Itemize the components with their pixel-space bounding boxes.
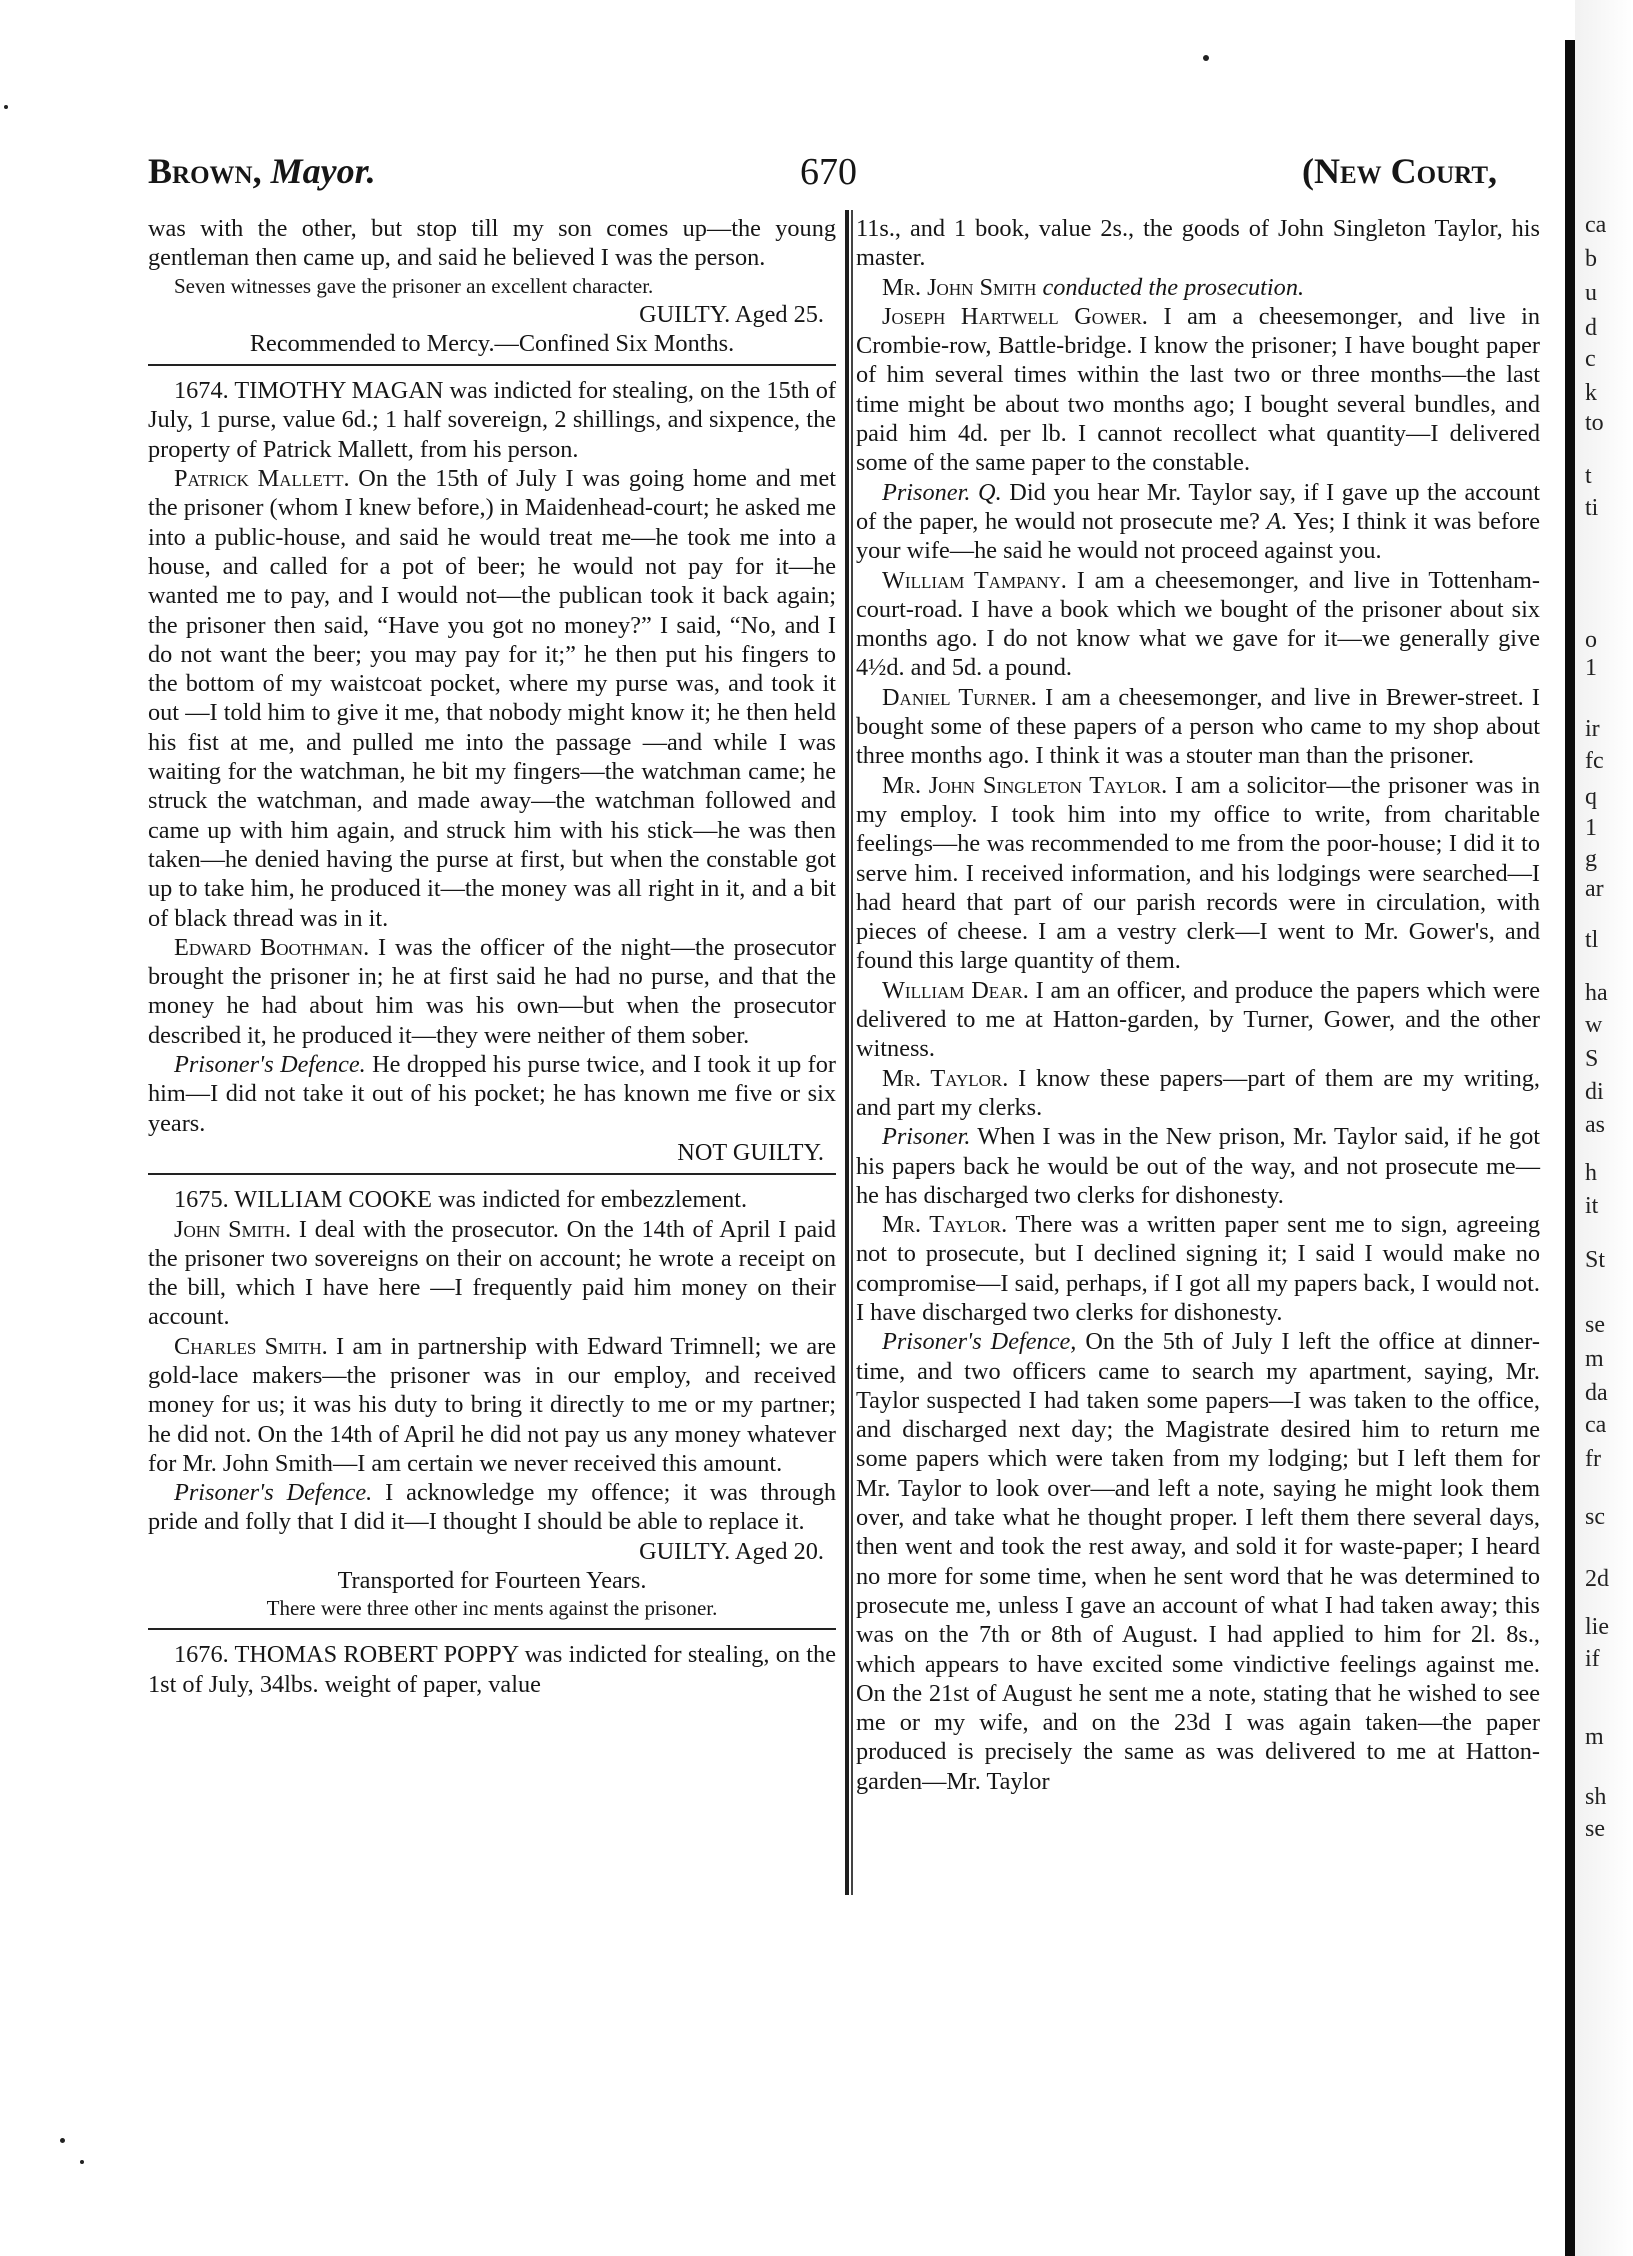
edge-fragment: ar: [1585, 876, 1604, 902]
edge-fragment: di: [1585, 1079, 1604, 1105]
note-text: conducted the prosecution.: [1036, 273, 1305, 301]
defence-text: I acknowledge my offence; it was through pride and folly that I did it—I thought I should be able to replace it.: [148, 1479, 836, 1536]
right-column: [856, 214, 1540, 1796]
testimony: [148, 933, 836, 1050]
testimony: [856, 302, 1540, 478]
edge-fragment: sc: [1585, 1504, 1605, 1530]
section-rule: [148, 1173, 836, 1175]
header-name: Brown,: [148, 151, 262, 191]
running-head-left: [148, 150, 376, 192]
testimony-text: I am a cheesemonger, and live in Tottenham-court-road. I have a book which we bought of the prisoner about six months ago. I do not know what we gave for it—we generally give 4½d. and 5d. a pound.: [856, 566, 1540, 682]
edge-fragment: da: [1585, 1380, 1608, 1406]
edge-fragment: 1: [1585, 655, 1597, 681]
prisoner-statement: [856, 1122, 1540, 1210]
testimony-text: I deal with the prosecutor. On the 14th of April I paid the prisoner two sovereigns on their on account; he wrote a receipt on the bill, which I have here —I frequently paid him money on their account.: [148, 1215, 836, 1331]
header-title: Mayor.: [270, 151, 376, 191]
paragraph: was with the other, but stop till my son comes up—the young gentleman then came up, and said he believed I was the person.: [148, 215, 836, 272]
edge-fragment: m: [1585, 1346, 1604, 1372]
edge-fragment: tl: [1585, 927, 1599, 953]
edge-fragment: if: [1585, 1646, 1600, 1672]
case-heading: 1675. WILLIAM COOKE was indicted for embezzlement.: [174, 1186, 748, 1214]
testimony-text: I am in partnership with Edward Trimnell; we are gold-lace makers—the prisoner was in our employ, and received money for us; it was his duty to bring it directly to me or my partner; he did not. On the 14th of April he did not pay us any money whatever for Mr. John Smith—I am certain we never received this amount.: [148, 1332, 836, 1477]
testimony: [856, 976, 1540, 1064]
edge-fragment: m: [1585, 1724, 1604, 1750]
column-divider-inner: [851, 210, 853, 1895]
witness-name: William Dear.: [882, 976, 1029, 1004]
defence: [148, 1050, 836, 1138]
edge-fragment: u: [1585, 280, 1597, 306]
edge-fragment: ca: [1585, 212, 1607, 238]
witness-name: Mr. Taylor.: [882, 1211, 1008, 1239]
case-heading: 1676. THOMAS ROBERT POPPY was indicted for stealing, on the 1st of July, 34lbs. weight of paper, value: [148, 1641, 836, 1698]
edge-fragment: se: [1585, 1816, 1605, 1842]
testimony-text: I was the officer of the night—the prosecutor brought the prisoner in; he at first said he had no purse, and that the money he had about him was his own—but when the prosecutor described it, he produced it—they were neither of them sober.: [148, 933, 836, 1049]
verdict: GUILTY. Aged 20.: [639, 1537, 824, 1565]
prosecution-note: [856, 273, 1540, 302]
testimony: [856, 566, 1540, 683]
edge-fragment: it: [1585, 1193, 1599, 1219]
edge-fragment: lie: [1585, 1614, 1609, 1640]
edge-fragment: sh: [1585, 1784, 1607, 1810]
section-rule: [148, 1628, 836, 1630]
edge-fragment: ir: [1585, 716, 1600, 742]
witness-name: Mr. John Singleton Taylor.: [882, 771, 1168, 799]
paragraph: Seven witnesses gave the prisoner an excellent character.: [174, 273, 654, 298]
testimony: [148, 1332, 836, 1478]
testimony: [148, 1215, 836, 1332]
defence: [148, 1478, 836, 1537]
sentence: Recommended to Mercy.—Confined Six Months.: [249, 329, 735, 357]
witness-name: Charles Smith.: [174, 1332, 328, 1360]
edge-fragment: b: [1585, 246, 1597, 272]
answer-text: Yes; I think it was before your wife—he said he would not proceed against you.: [856, 507, 1540, 565]
edge-fragment: se: [1585, 1312, 1605, 1338]
edge-fragment: k: [1585, 380, 1597, 406]
sentence: Transported for Fourteen Years.: [337, 1567, 647, 1595]
defence-label: Prisoner's Defence,: [882, 1328, 1077, 1356]
edge-fragment: S: [1585, 1046, 1599, 1072]
defence: [856, 1327, 1540, 1796]
edge-fragment: ha: [1585, 980, 1608, 1006]
page-number: 670: [800, 151, 857, 193]
edge-fragment: ca: [1585, 1412, 1607, 1438]
question-text: Did you hear Mr. Taylor say, if I gave up the account of the paper, he would not prosecute me?: [856, 478, 1540, 535]
edge-fragment: 2d: [1585, 1566, 1609, 1592]
testimony: [856, 1064, 1540, 1123]
verdict: NOT GUILTY.: [677, 1138, 824, 1166]
edge-fragment: c: [1585, 346, 1596, 372]
witness-name: William Tampany.: [882, 566, 1067, 594]
witness-name: Edward Boothman.: [174, 933, 370, 961]
testimony-text: I am a cheesemonger, and live in Crombie-row, Battle-bridge. I know the prisoner; I have bought paper of him several times within the last two or three months—the last time might be about two months ago; I bought several bundles, and paid him 4d. per lb. I cannot recollect what quantity—I delivered some of the same paper to the constable.: [856, 302, 1540, 477]
note: There were three other inc ments against the prisoner.: [266, 1596, 718, 1621]
witness-name: John Smith.: [174, 1215, 292, 1243]
left-column: [148, 214, 836, 1699]
defence-text: He dropped his purse twice, and I took it up for him—I did not take it out of his pocket; he has known me five or six years.: [148, 1051, 837, 1137]
question-label: Prisoner. Q.: [882, 478, 1002, 506]
answer-label: A.: [1266, 507, 1288, 535]
testimony-text: There was a written paper sent me to sign, agreeing not to prosecute, but I declined signing it; I said I would make no compromise—I said, perhaps, if I got all my papers back, I would not. I have discharged two clerks for dishonesty.: [856, 1211, 1540, 1326]
question: [856, 478, 1540, 566]
edge-fragment: o: [1585, 627, 1597, 653]
edge-fragment: fc: [1585, 748, 1604, 774]
column-divider: [845, 210, 849, 1895]
ink-speck: [60, 2138, 65, 2143]
edge-fragment: 1: [1585, 815, 1597, 841]
witness-name: Patrick Mallett.: [174, 465, 350, 493]
edge-fragment: as: [1585, 1112, 1605, 1138]
edge-fragment: St: [1585, 1247, 1606, 1273]
prisoner-label: Prisoner.: [882, 1123, 971, 1151]
defence-label: Prisoner's Defence.: [174, 1479, 373, 1507]
edge-fragment: q: [1585, 784, 1597, 810]
edge-fragment: to: [1585, 410, 1604, 436]
testimony: [856, 1210, 1540, 1327]
witness-name: Joseph Hartwell Gower.: [882, 302, 1148, 330]
running-head-right: (New Court,: [1302, 151, 1498, 191]
statement-text: When I was in the New prison, Mr. Taylor said, if he got his papers back he would be out of the way, and not prosecute me—he has discharged two clerks for dishonesty.: [856, 1123, 1540, 1209]
testimony-text: I know these papers—part of them are my writing, and part my clerks.: [856, 1064, 1540, 1121]
testimony: [856, 683, 1540, 771]
defence-label: Prisoner's Defence.: [174, 1051, 366, 1079]
ink-speck: [80, 2160, 84, 2164]
section-rule: [148, 364, 836, 366]
edge-fragment: fr: [1585, 1446, 1601, 1472]
paragraph: 11s., and 1 book, value 2s., the goods of John Singleton Taylor, his master.: [856, 215, 1540, 272]
edge-fragment: h: [1585, 1160, 1597, 1186]
witness-name: Mr. Taylor.: [882, 1064, 1009, 1092]
edge-fragment: w: [1585, 1012, 1603, 1038]
edge-fragment: g: [1585, 846, 1597, 872]
ink-speck: [1203, 55, 1209, 61]
edge-fragment: ti: [1585, 495, 1599, 521]
case-heading: 1674. TIMOTHY MAGAN was indicted for stealing, on the 15th of July, 1 purse, value 6d.; 1 half sovereign, 2 shillings, and sixpence, the property of Patrick Mallett, from his person.: [148, 377, 836, 463]
testimony-text: On the 15th of July I was going home and met the prisoner (whom I knew before,) in Maidenhead-court; he asked me into a public-house, and said he would treat me—he took me into a house, and called for a pot of beer; he would not pay for it—he wanted me to pay, and I would not—the publican took it back again; the prisoner then said, “Have you got no money?” I said, “No, and I do not want the beer; you may pay for it;” he then put his fingers to the bottom of my waistcoat pocket, where my purse was, and took it out —I told him to give it me, that nobody might know it; he then held his fist at me, and pulled me into the passage —and while I was waiting for the watchman, he bit my fingers—the watchman came; he struck the watchman, and made away—the watchman followed and came up with him again, and struck him with his stick—he was then taken—he denied having the purse at first, but when the constable got up to take him, he produced it—the money was all right in it, and a bit of black thread was in it.: [148, 465, 836, 932]
defence-text: On the 5th of July I left the office at dinner-time, and two officers came to search my apartment, saying, Mr. Taylor suspected I had taken some papers—I was taken to the office, and discharged next day; the Magistrate desired him to return me some papers which were taken from my lodging; but I left them for Mr. Taylor to look over—and left a note, saying he might look them over, and take what he thought proper. I left them there several days, then went and took the rest away, and sold it for waste-paper; I heard no more for some time, when he sent word that he was determined to prosecute me, unless I gave an account of what I had taken away; this was on the 7th or 8th of August. I had applied to him for 2l. 8s., which appears to have excited some vindictive feelings against me. On the 21st of August he sent me a note, stating that he wished to see me or my wife, and on the 23d I was again taken—the paper produced is precisely the same as was delivered to me at Hatton-garden—Mr. Taylor: [856, 1328, 1540, 1795]
testimony: [148, 464, 836, 933]
edge-fragment: d: [1585, 315, 1597, 341]
edge-fragment: t: [1585, 463, 1592, 489]
ink-speck: [4, 105, 8, 109]
testimony-text: I am an officer, and produce the papers which were delivered to me at Hatton-garden, by Turner, Gower, and the other witness.: [856, 976, 1540, 1063]
testimony-text: I am a solicitor—the prisoner was in my employ. I took him into my office to write, from charitable feelings—he was recommended to me from the poor-house; I did it to serve him. I received information, and his lodgings were searched—I had heard that part of our parish records were in circulation, with pieces of cheese. I am a vestry clerk—I went to Mr. Gower's, and found this large quantity of them.: [856, 771, 1540, 975]
testimony-text: I am a cheesemonger, and live in Brewer-street. I bought some of these papers of a person who came to my shop about three months ago. I think it was a stouter man than the prisoner.: [856, 683, 1540, 770]
testimony: [856, 771, 1540, 976]
binding-gutter: [1565, 40, 1575, 2256]
witness-name: Daniel Turner.: [882, 683, 1037, 711]
verdict: GUILTY. Aged 25.: [639, 300, 824, 328]
counsel-name: Mr. John Smith: [882, 273, 1037, 301]
